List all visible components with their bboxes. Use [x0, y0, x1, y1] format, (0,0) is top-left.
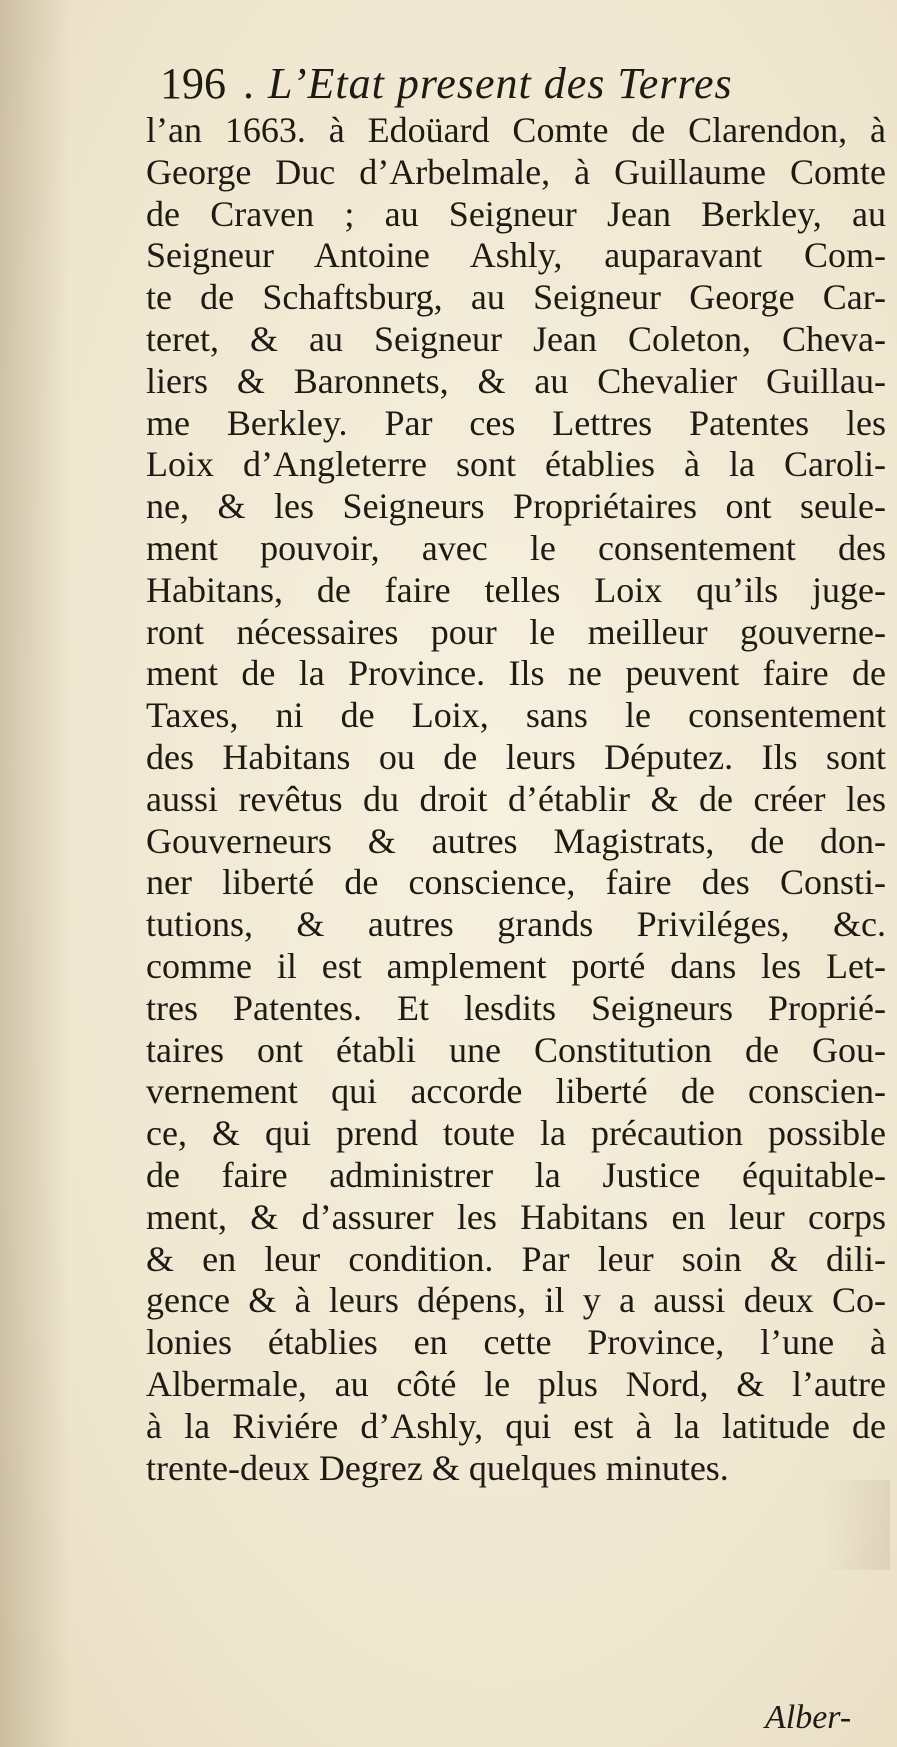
text-line: Taxes, ni de Loix, sans le consentement	[146, 695, 886, 736]
text-line: de Craven ; au Seigneur Jean Berkley, au	[146, 193, 886, 234]
text-line: liers & Baronnets, & au Chevalier Guillau-	[146, 360, 886, 401]
text-line: Albermale, au côté le plus Nord, & l’autre	[146, 1363, 886, 1404]
text-line: Habitans, de faire telles Loix qu’ils juge-	[146, 569, 886, 610]
text-line: tutions, & autres grands Priviléges, &c.	[146, 904, 886, 945]
text-line: ne, & les Seigneurs Propriétaires ont seule-	[146, 486, 886, 527]
page-number: 196	[160, 59, 226, 108]
gutter-shadow	[0, 0, 70, 1747]
text-line: George Duc d’Arbelmale, à Guillaume Comte	[146, 151, 886, 192]
text-line: de faire administrer la Justice équitable-	[146, 1154, 886, 1195]
text-line: aussi revêtus du droit d’établir & de créer les	[146, 778, 886, 819]
text-line: lonies établies en cette Province, l’une à	[146, 1322, 886, 1363]
text-line: Gouverneurs & autres Magistrats, de don-	[146, 820, 886, 861]
text-line: des Habitans ou de leurs Députez. Ils sont	[146, 736, 886, 777]
text-line: & en leur condition. Par leur soin & dili-	[146, 1238, 886, 1279]
text-line: gence & à leurs dépens, il y a aussi deux Co-	[146, 1280, 886, 1321]
catchword: Alber-	[765, 1699, 852, 1736]
text-line: ment de la Province. Ils ne peuvent faire de	[146, 653, 886, 694]
text-line: tres Patentes. Et lesdits Seigneurs Proprié-	[146, 987, 886, 1028]
body-text	[146, 110, 886, 1489]
text-line: teret, & au Seigneur Jean Coleton, Cheva-	[146, 318, 886, 359]
text-line: trente-deux Degrez & quelques minutes.	[146, 1447, 729, 1488]
show-through-ink	[820, 1480, 890, 1570]
text-line: ront nécessaires pour le meilleur gouverne-	[146, 611, 886, 652]
text-line: ce, & qui prend toute la précaution possible	[146, 1113, 886, 1154]
text-line: ner liberté de conscience, faire des Consti-	[146, 862, 886, 903]
text-line: me Berkley. Par ces Lettres Patentes les	[146, 402, 886, 443]
text-line: à la Riviére d’Ashly, qui est à la latitude de	[146, 1405, 886, 1446]
text-line: Seigneur Antoine Ashly, auparavant Com-	[146, 235, 886, 276]
text-line: l’an 1663. à Edoüard Comte de Clarendon, à	[146, 110, 886, 150]
text-line: comme il est amplement porté dans les Let-	[146, 945, 886, 986]
text-line: te de Schaftsburg, au Seigneur George Car-	[146, 277, 886, 318]
text-line: ment, & d’assurer les Habitans en leur corps	[146, 1196, 886, 1237]
text-line: taires ont établi une Constitution de Gou-	[146, 1029, 886, 1070]
running-head	[160, 58, 733, 110]
text-line: vernement qui accorde liberté de conscien-	[146, 1071, 886, 1112]
text-line: ment pouvoir, avec le consentement des	[146, 527, 886, 568]
text-line: Loix d’Angleterre sont établies à la Caroli-	[146, 444, 886, 485]
running-title: . L’Etat present des Terres	[244, 59, 733, 108]
